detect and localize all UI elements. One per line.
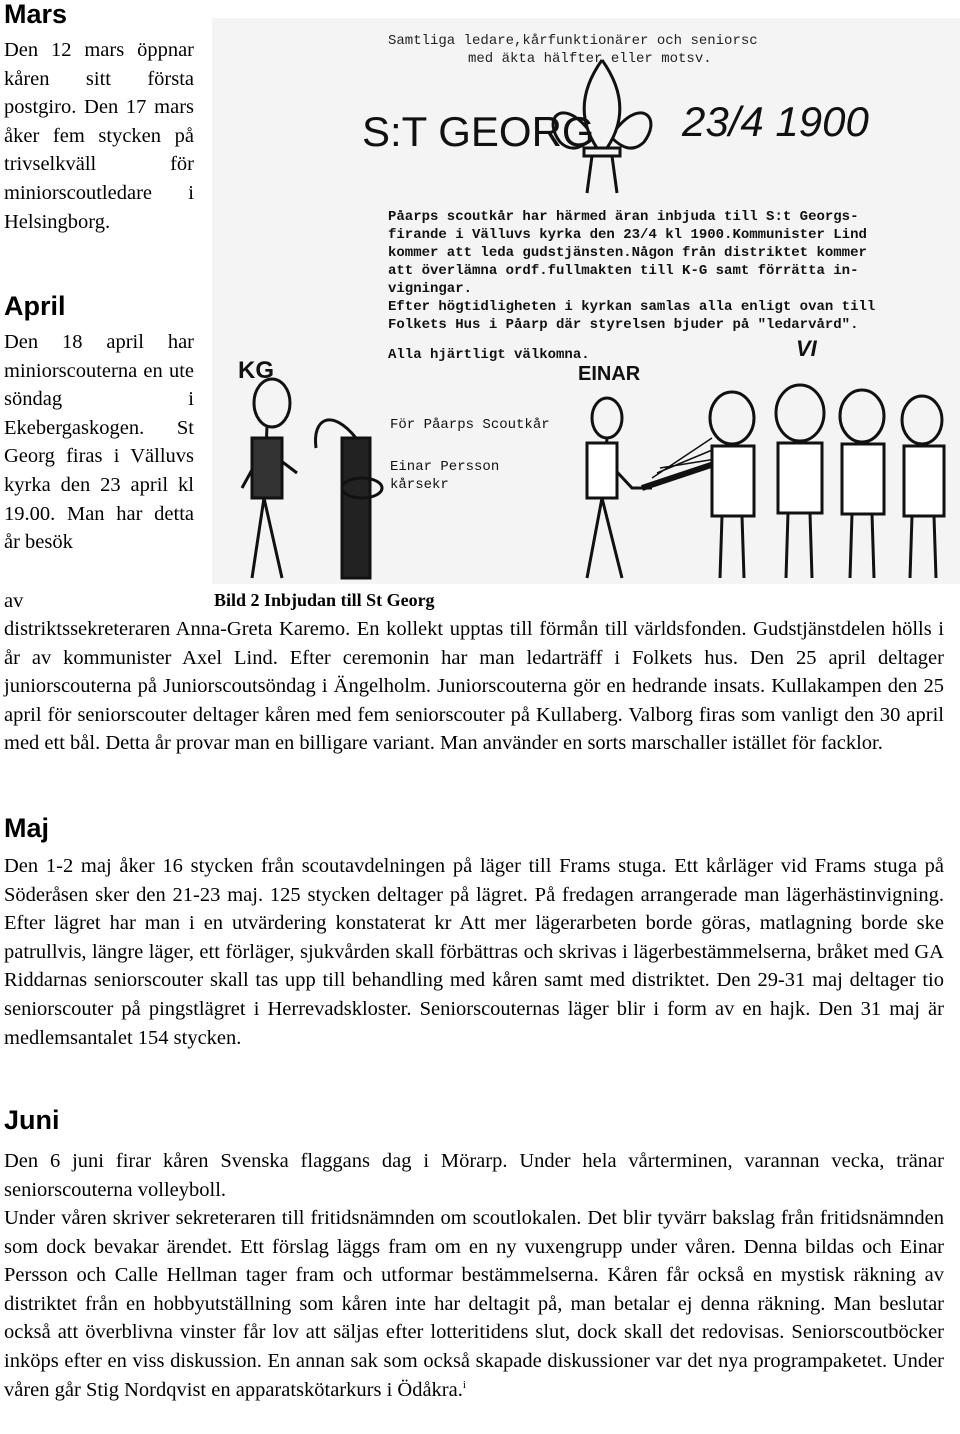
figure-signature-role: kårsekr [390,477,449,493]
figure-signature-name: Einar Persson [390,459,500,475]
figure-label-kg: KG [238,357,274,384]
heading-mars: Mars [4,0,68,29]
figure-greeting: Alla hjärtligt välkomna. [388,347,590,363]
figure-label-vi: VI [796,336,817,361]
figure-body-line-3: kommer att leda gudstjänsten.Någon från distriktet kommer [388,245,867,261]
heading-maj: Maj [4,813,50,843]
mars-text: Den 12 mars öppnar kåren sitt första postgiro. Den 17 mars åker fem stycken på trivselkväll för miniorscoutledare i Helsingborg. [4,39,194,233]
april-text-beside-figure-end: av [4,590,24,612]
juni-text-2: Under våren skriver sekreteraren till fritidsnämnden om scoutlokalen. Det blir tyvärr bakslag från fritidsnämnden som dock bevakar ärendet. Ett förslag läggs fram om en ny vuxengrupp under våren. Denna bildas och Einar Persson och Calle Hellman tager fram och utformar bestämmelserna. Kåren får också en mystisk räkning av distriktet från en hobbyutställning som kåren inte har deltagit på, man betalar ej denna räkning. Man beslutar också att överblivna vinster får lov att säljas efter lotteritidens slut, dock skall det redovisas. Seniorscoutböcker inköps efter en viss diskussion. En annan sak som också skapade diskussioner var det nya programpaketet. Under våren går Stig Nordqvist en apparatskötarkurs i Ödåkra. [4,1207,944,1401]
figure-top-note-2: med äkta hälfter eller motsv. [468,51,712,67]
figure-caption: Bild 2 Inbjudan till St Georg [214,590,435,610]
figure-title-right: 23/4 1900 [682,98,869,145]
figure-top-note-1: Samtliga ledare,kårfunktionärer och seniorsc [388,33,758,49]
figure-title-left: S:T GEORG [362,108,595,155]
figure-body-line-7: Folkets Hus i Påarp där styrelsen bjuder på "ledarvård". [388,317,859,333]
invitation-drawing [212,18,960,584]
figure-body-line-4: att överlämna ordf.fullmakten till K-G samt förrätta in- [388,263,859,279]
figure-body-line-2: firande i Välluvs kyrka den 23/4 kl 1900.Kommunister Lind [388,227,867,243]
april-text-continued: distriktssekreteraren Anna-Greta Karemo. En kollekt upptas till förmån till världsfonden. Gudstjänstdelen hölls i år av kommunister Axel Lind. Efter ceremonin har man ledarträff i Folkets hus. Den 25 april deltager juniorscouterna på Juniorscoutsöndag i Ängelholm. Juniorscouterna gör en hedrande insats. Kullakampen den 25 april för seniorscouter deltager kåren med fem seniorscouter på Kullaberg. Valborg firas som vanligt den 30 april med ett bål. Detta år provar man en billigare variant. Man använder en sorts marschaller istället för facklor. [4,618,944,755]
figure-label-einar: EINAR [578,363,641,385]
juni-text-2-container [4,1204,944,1404]
figure-body-line-6: Efter högtidligheten i kyrkan samlas alla enligt ovan till [388,299,876,315]
april-text-beside-figure: Den 18 april har miniorscouterna en ute söndag i Ekebergaskogen. St Georg firas i Välluvs kyrka den 23 april kl 19.00. Man har detta år besök [4,331,194,554]
figure-body-line-1: Påarps scoutkår har härmed äran inbjuda till S:t Georgs- [388,209,859,225]
maj-text: Den 1-2 maj åker 16 stycken från scoutavdelningen på läger till Frams stuga. Ett kårläger vid Frams stuga på Söderåsen sker den 21-23 maj. 125 stycken deltager på lägret. På fredagen arrangerade man lägerhästinvigning. Efter lägret har man i en utvärdering konstaterat kr Att mer lägerarbeten borde göras, matlagning borde ske patrullvis, längre läger, ett förläger, sjukvården skall förbättras och skrivas i lägerbestämmelserna, bråket med GA Riddarnas seniorscouter skall tas upp till behandling med kåren samt med distriktet. Den 29-31 maj deltager tio seniorscouter på pingstlägret i Herrevadskloster. Seniorscouternas läger blir i form av en hajk. Den 31 maj är medlemsantalet 154 stycken. [4,855,944,1049]
figure-body-line-5: vigningar. [388,281,473,297]
heading-juni: Juni [4,1105,60,1135]
invitation-figure [212,18,960,584]
footnote-mark: i [462,1378,466,1391]
heading-april: April [4,291,66,321]
juni-text-1: Den 6 juni firar kåren Svenska flaggans dag i Mörarp. Under hela vårterminen, varannan vecka, tränar seniorscouterna volleyboll. [4,1150,944,1201]
figure-signature-org: För Påarps Scoutkår [390,417,550,433]
